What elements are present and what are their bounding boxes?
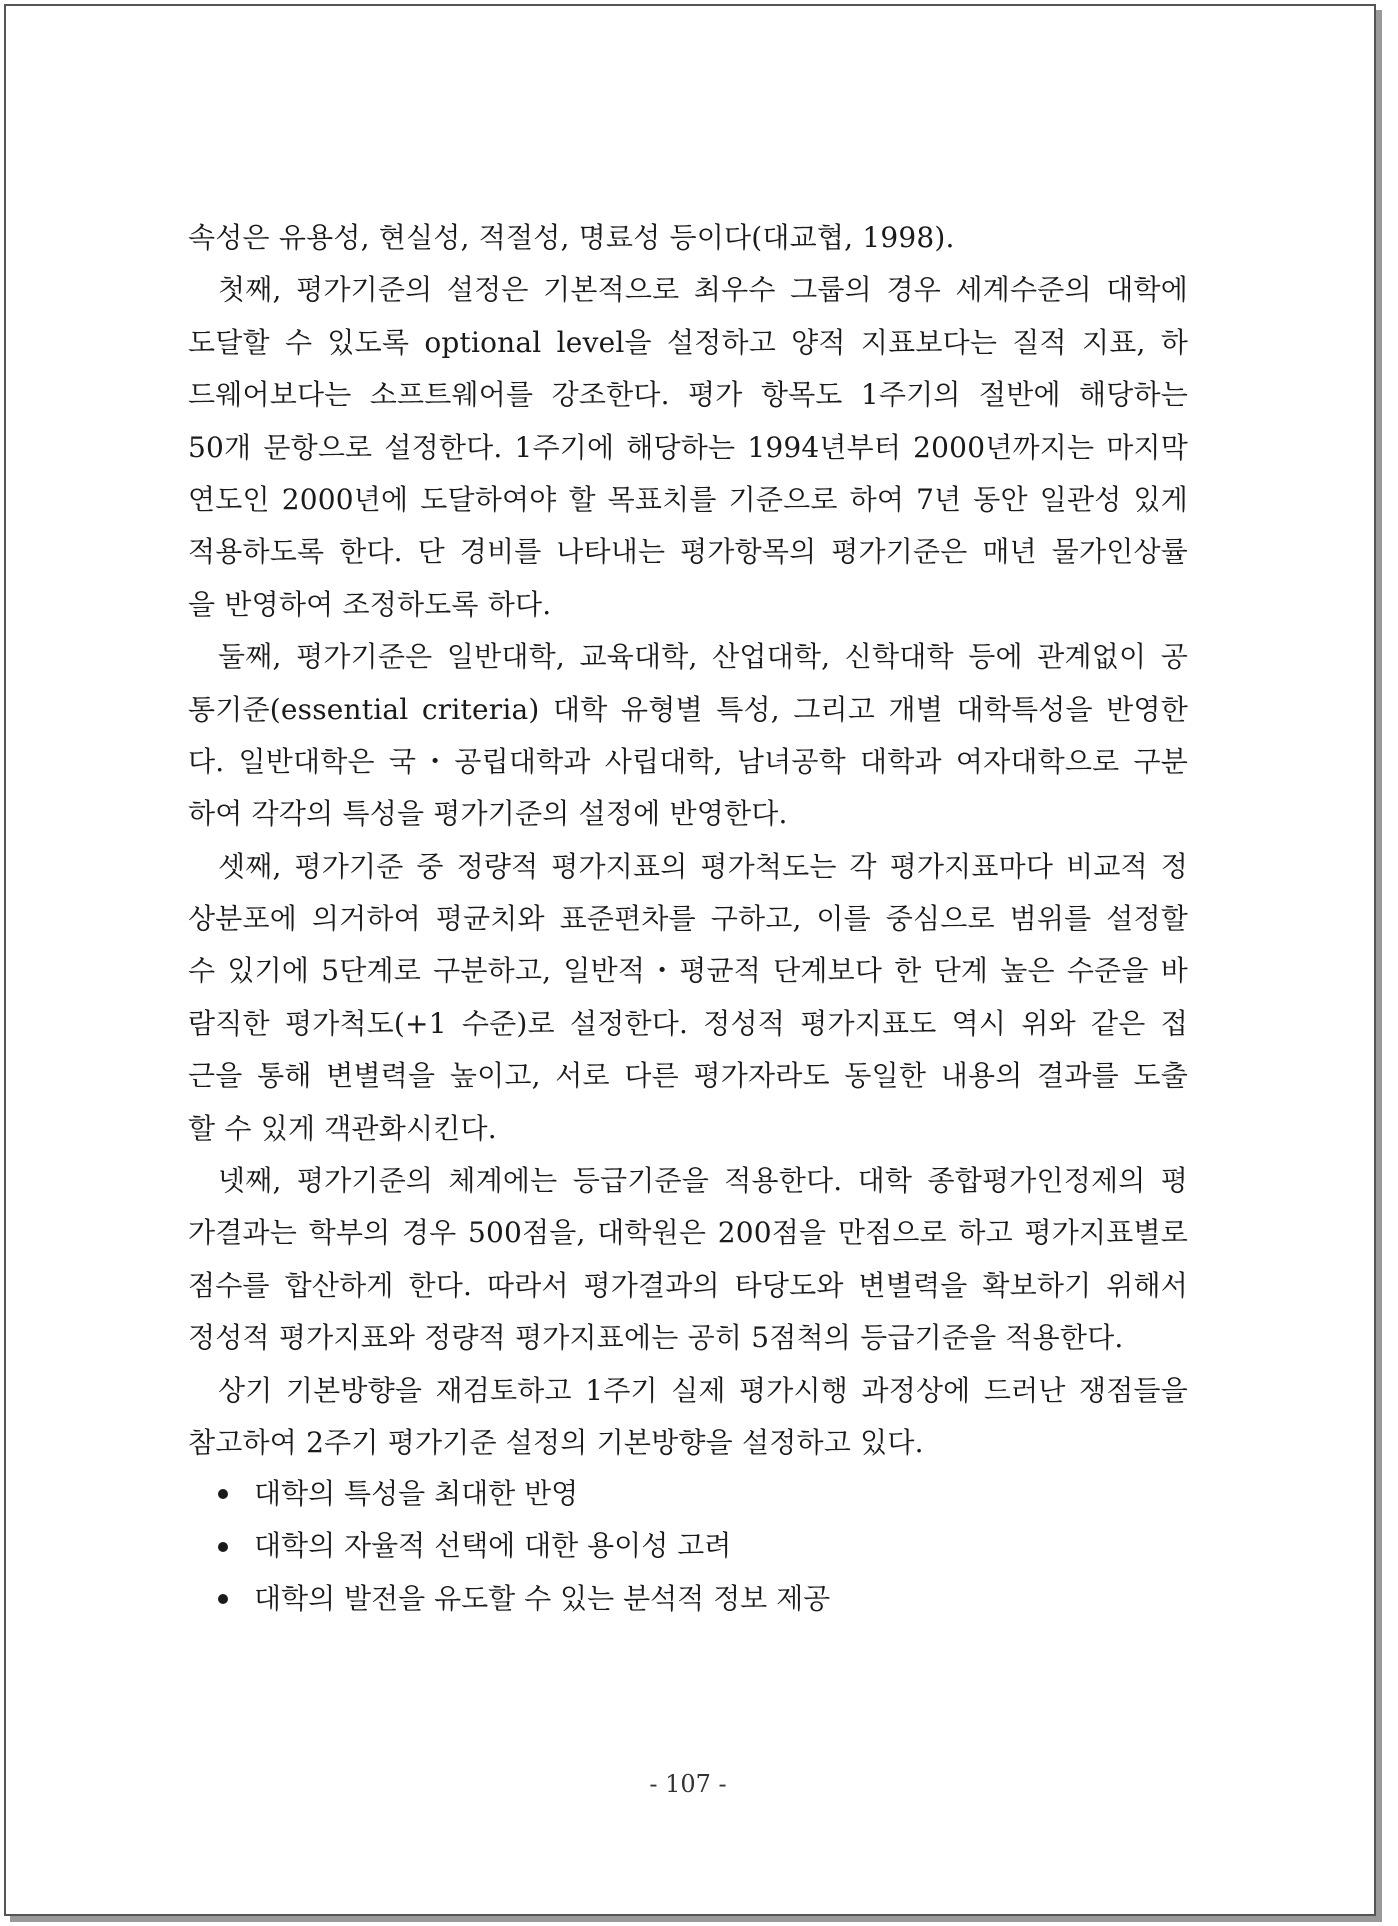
bullet-icon (218, 1542, 228, 1552)
text-line: 수 있기에 5단계로 구분하고, 일반적・평균적 단계보다 한 단계 높은 수준을 바 (188, 954, 1188, 988)
text-line: 정성적 평가지표와 정량적 평가지표에는 공히 5점척의 등급기준을 적용한다. (188, 1321, 1124, 1355)
text-line: 점수를 합산하게 한다. 따라서 평가결과의 타당도와 변별력을 확보하기 위해서 (188, 1268, 1188, 1302)
text-line: 셋째, 평가기준 중 정량적 평가지표의 평가척도는 각 평가지표마다 비교적 정 (218, 849, 1188, 883)
text-line: 둘째, 평가기준은 일반대학, 교육대학, 산업대학, 신학대학 등에 관계없이 공 (218, 640, 1188, 674)
list-item (218, 1468, 1118, 1520)
list-item (218, 1520, 1118, 1572)
text-line: 상분포에 의거하여 평균치와 표준편차를 구하고, 이를 중심으로 범위를 설정할 (188, 902, 1188, 936)
page-shadow (1376, 10, 1382, 1922)
text-line: 상기 기본방향을 재검토하고 1주기 실제 평가시행 과정상에 드러난 쟁점들을 (218, 1373, 1188, 1407)
text-line: 속성은 유용성, 현실성, 적절성, 명료성 등이다(대교협, 1998). (188, 221, 955, 254)
text-line: 넷째, 평가기준의 체계에는 등급기준을 적용한다. 대학 종합평가인정제의 평 (218, 1164, 1188, 1198)
text-line: 할 수 있게 객관화시킨다. (188, 1111, 497, 1145)
text-line: 다. 일반대학은 국・공립대학과 사립대학, 남녀공학 대학과 여자대학으로 구분 (188, 744, 1188, 778)
text-line: 도달할 수 있도록 optional level을 설정하고 양적 지표보다는 질적 지표, 하 (188, 325, 1188, 359)
text-line: 을 반영하여 조정하도록 하다. (188, 587, 552, 621)
text-line: 가결과는 학부의 경우 500점을, 대학원은 200점을 만점으로 하고 평가지표별로 (188, 1216, 1188, 1250)
body-text (188, 212, 1188, 1469)
text-line: 드웨어보다는 소프트웨어를 강조한다. 평가 항목도 1주기의 절반에 해당하는 (188, 378, 1188, 412)
list-item (218, 1573, 1118, 1625)
page-shadow (10, 1916, 1382, 1922)
bullet-icon (218, 1594, 228, 1604)
text-line: 근을 통해 변별력을 높이고, 서로 다른 평가자라도 동일한 내용의 결과를 도출 (188, 1059, 1188, 1093)
bullet-icon (218, 1489, 228, 1499)
text-line: 통기준(essential criteria) 대학 유형별 특성, 그리고 개별 대학특성을 반영한 (188, 692, 1188, 726)
text-line: 연도인 2000년에 도달하여야 할 목표치를 기준으로 하여 7년 동안 일관성 있게 (188, 482, 1188, 516)
text-line: 참고하여 2주기 평가기준 설정의 기본방향을 설정하고 있다. (188, 1425, 924, 1459)
text-line: 적용하도록 한다. 단 경비를 나타내는 평가항목의 평가기준은 매년 물가인상률 (188, 535, 1188, 569)
text-line: 50개 문항으로 설정한다. 1주기에 해당하는 1994년부터 2000년까지는 마지막 (188, 430, 1188, 464)
page-number: - 107 - (649, 1770, 727, 1798)
text-line: 첫째, 평가기준의 설정은 기본적으로 최우수 그룹의 경우 세계수준의 대학에 (218, 273, 1188, 307)
list-item-text: 대학의 특성을 최대한 반영 (254, 1477, 579, 1510)
list-item-text: 대학의 자율적 선택에 대한 용이성 고려 (254, 1529, 732, 1563)
bullet-list (218, 1468, 1118, 1625)
list-item-text: 대학의 발전을 유도할 수 있는 분석적 정보 제공 (254, 1581, 831, 1615)
text-line: 람직한 평가척도(+1 수준)로 설정한다. 정성적 평가지표도 역시 위와 같은 접 (188, 1006, 1188, 1040)
text-line: 하여 각각의 특성을 평가기준의 설정에 반영한다. (188, 797, 788, 831)
